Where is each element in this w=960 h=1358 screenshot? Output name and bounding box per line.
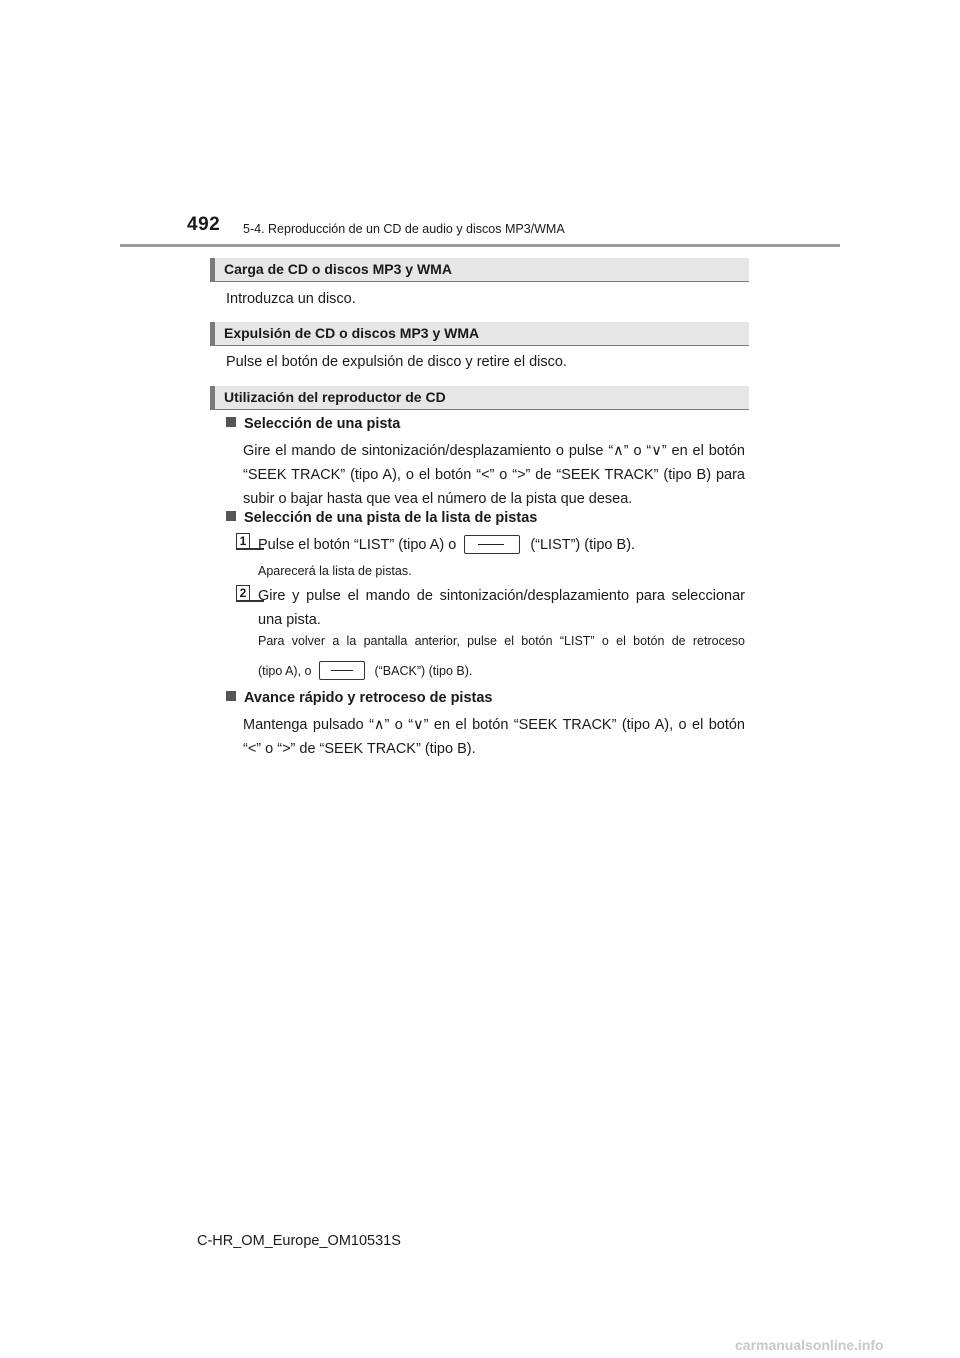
step-2-note-line-2	[258, 656, 472, 686]
step-2-marker: 2	[236, 585, 250, 601]
step-2-text: Gire y pulse el mando de sintonización/desplazamiento para seleccionar una pista.	[258, 588, 745, 628]
step-2-note-before: (tipo A), o	[258, 664, 312, 678]
step-2-note-after: (“BACK”) (tipo B).	[374, 664, 473, 678]
fast-forward-text: Mantenga pulsado “∧” o “∨” en el botón “SEEK TRACK” (tipo A), o el botón “<” o “>” de “SEEK TRACK” (tipo B).	[243, 717, 745, 757]
fast-forward-heading	[226, 690, 492, 706]
step-1-text-before: Pulse el botón “LIST” (tipo A) o	[258, 537, 457, 553]
step-2-note-line-1: Para volver a la pantalla anterior, pulse el botón “LIST” o el botón de retroceso	[258, 634, 745, 648]
section-accent	[210, 386, 215, 409]
chapter-title: 5-4. Reproducción de un CD de audio y discos MP3/WMA	[243, 222, 565, 236]
section-heading-eject	[210, 322, 749, 346]
section-heading-use	[210, 386, 749, 410]
step-1-text	[258, 533, 635, 557]
dash-symbol	[478, 544, 504, 546]
track-select-text: Gire el mando de sintonización/desplazamiento o pulse “∧” o “∨” en el botón “SEEK TRACK” (tipo A), o el botón “<” o “>” de “SEEK TRACK” (tipo B) para subir o bajar hasta que vea el número de la pista que desea.	[243, 443, 745, 507]
list-select-heading	[226, 510, 537, 526]
dash-symbol	[331, 670, 353, 672]
fast-forward-title: Avance rápido y retroceso de pistas	[244, 690, 493, 706]
list-button-icon	[464, 535, 520, 554]
load-instruction: Introduzca un disco.	[226, 291, 356, 307]
section-accent	[210, 322, 215, 345]
list-select-title: Selección de una pista de la lista de pistas	[244, 510, 538, 526]
square-bullet-icon	[226, 511, 236, 521]
back-button-icon	[319, 661, 365, 680]
document-code: C-HR_OM_Europe_OM10531S	[197, 1233, 401, 1249]
track-select-heading	[226, 416, 400, 432]
watermark: carmanualsonline.info	[735, 1337, 884, 1353]
step-1-note: Aparecerá la lista de pistas.	[258, 564, 412, 578]
section-heading-label: Carga de CD o discos MP3 y WMA	[224, 261, 452, 277]
section-heading-label: Utilización del reproductor de CD	[224, 389, 446, 405]
header-divider	[120, 244, 840, 247]
section-heading-label: Expulsión de CD o discos MP3 y WMA	[224, 325, 480, 341]
step-1-text-after: (“LIST”) (tipo B).	[530, 537, 636, 553]
page-number: 492	[187, 214, 221, 235]
track-select-title: Selección de una pista	[244, 416, 401, 432]
eject-instruction: Pulse el botón de expulsión de disco y retire el disco.	[226, 354, 567, 370]
step-1-marker: 1	[236, 533, 250, 549]
square-bullet-icon	[226, 691, 236, 701]
square-bullet-icon	[226, 417, 236, 427]
section-heading-load	[210, 258, 749, 282]
section-accent	[210, 258, 215, 281]
